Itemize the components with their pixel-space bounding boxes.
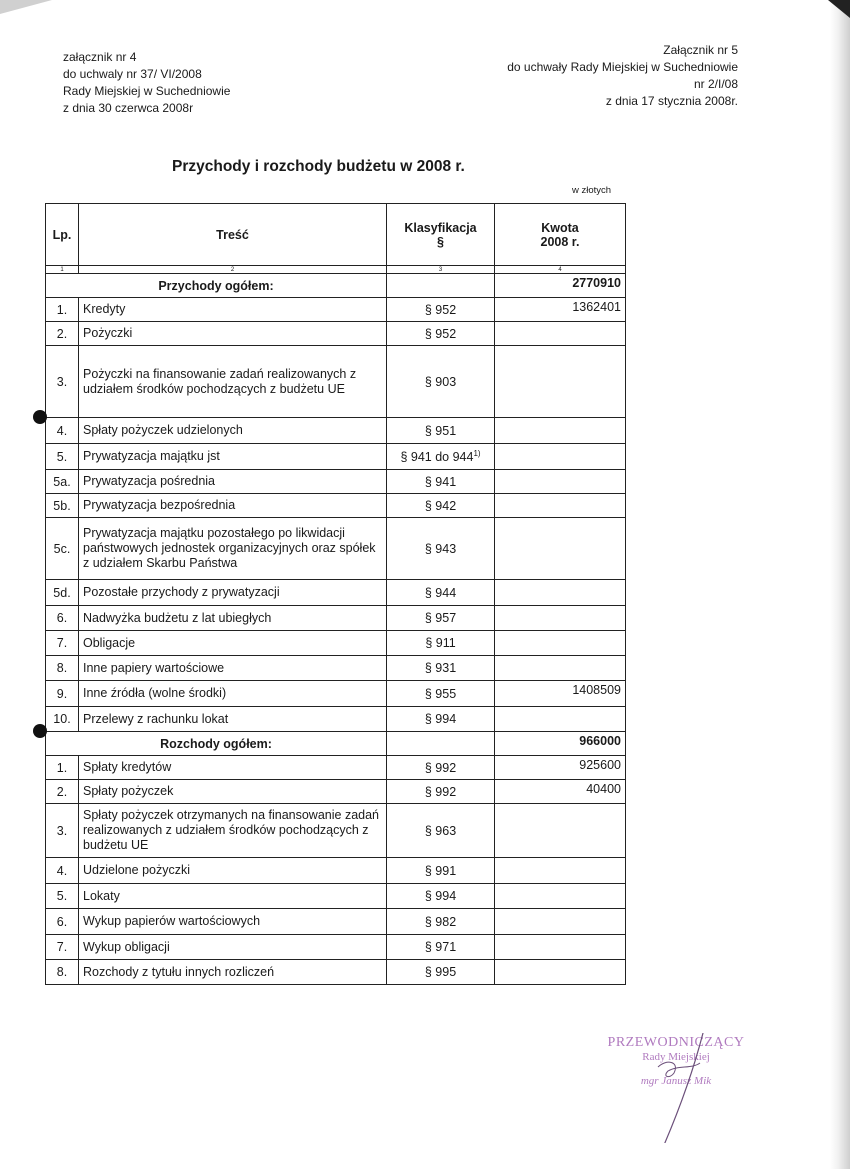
row-lp: 6. (46, 909, 79, 935)
row-tresc: Kredyty (79, 298, 387, 322)
row-klasyfikacja (387, 418, 495, 444)
budget-table (45, 203, 626, 985)
row-tresc: Prywatyzacja bezpośrednia (79, 494, 387, 518)
row-klasyfikacja-text: § 952 (424, 302, 457, 317)
header-kwota (495, 204, 626, 266)
header-klasyfikacja (387, 204, 495, 266)
attachment-header-left (63, 49, 293, 117)
header-left-line-1: załącznik nr 4 (63, 50, 137, 64)
row-lp: 2. (46, 322, 79, 346)
row-lp: 10. (46, 707, 79, 732)
row-lp: 3. (46, 346, 79, 418)
table-row (46, 707, 626, 732)
header-klas-line2: § (437, 234, 444, 249)
income-total-label: Przychody ogółem: (46, 274, 387, 298)
row-lp: 5d. (46, 580, 79, 606)
footnote-mark: 1) (473, 448, 481, 458)
row-lp: 9. (46, 681, 79, 707)
chairman-stamp (596, 1033, 756, 1143)
row-klasyfikacja (387, 631, 495, 656)
table-row (46, 884, 626, 909)
row-klasyfikacja (387, 298, 495, 322)
punch-hole-icon (33, 410, 47, 424)
row-tresc: Pożyczki (79, 322, 387, 346)
stamp-title: PRZEWODNICZĄCY (607, 1035, 745, 1050)
signature-icon (596, 1033, 756, 1143)
table-row (46, 804, 626, 858)
row-tresc: Wykup obligacji (79, 935, 387, 960)
expense-total-row (46, 732, 626, 756)
row-kwota (495, 470, 626, 494)
row-klasyfikacja-text: § 971 (424, 940, 457, 954)
row-klasyfikacja (387, 681, 495, 707)
header-right-line-1: Załącznik nr 5 (663, 43, 738, 57)
expense-total-label: Rozchody ogółem: (46, 732, 387, 756)
row-kwota (495, 606, 626, 631)
row-tresc: Prywatyzacja pośrednia (79, 470, 387, 494)
row-klasyfikacja-text: § 941 (424, 474, 457, 489)
row-klasyfikacja (387, 707, 495, 732)
row-klasyfikacja-text: § 957 (424, 611, 457, 625)
row-klasyfikacja-text: § 991 (424, 863, 457, 878)
table-header-row (46, 204, 626, 266)
row-klasyfikacja (387, 346, 495, 418)
row-kwota (495, 960, 626, 985)
row-kwota: 925600 (495, 756, 626, 780)
income-total-row (46, 274, 626, 298)
expense-section (46, 732, 626, 985)
row-klasyfikacja (387, 494, 495, 518)
row-kwota (495, 518, 626, 580)
page-corner (828, 0, 850, 18)
row-kwota (495, 858, 626, 884)
row-tresc: Spłaty pożyczek (79, 780, 387, 804)
row-klasyfikacja-text: § 963 (424, 823, 457, 838)
table-row (46, 580, 626, 606)
row-klasyfikacja (387, 858, 495, 884)
row-lp: 4. (46, 418, 79, 444)
row-klasyfikacja-text: § 992 (424, 760, 457, 775)
row-tresc: Nadwyżka budżetu z lat ubiegłych (79, 606, 387, 631)
table-row (46, 960, 626, 985)
row-tresc: Spłaty pożyczek udzielonych (79, 418, 387, 444)
header-right-line-4: z dnia 17 stycznia 2008r. (605, 94, 738, 108)
row-kwota (495, 884, 626, 909)
table-row (46, 494, 626, 518)
page-edge (830, 0, 850, 1169)
row-lp: 4. (46, 858, 79, 884)
row-klasyfikacja (387, 935, 495, 960)
header-left-line-3: Rady Miejskiej w Suchedniowie (63, 84, 231, 98)
col-number: 4 (495, 266, 626, 274)
row-klasyfikacja-text: § 941 do 944 (400, 450, 474, 465)
row-klasyfikacja-text: § 952 (424, 326, 457, 341)
table-row (46, 606, 626, 631)
row-klasyfikacja-text: § 931 (424, 661, 457, 675)
row-kwota (495, 322, 626, 346)
header-klas-line1: Klasyfikacja (404, 220, 477, 235)
row-kwota (495, 656, 626, 681)
row-lp: 3. (46, 804, 79, 858)
table-row (46, 681, 626, 707)
row-lp: 8. (46, 656, 79, 681)
row-klasyfikacja (387, 470, 495, 494)
col-number: 3 (387, 266, 495, 274)
row-lp: 1. (46, 756, 79, 780)
stamp-council: Rady Miejskiej (642, 1051, 710, 1063)
header-tresc: Treść (79, 204, 387, 266)
col-number: 2 (79, 266, 387, 274)
row-klasyfikacja-text: § 943 (424, 541, 457, 556)
header-lp: Lp. (46, 204, 79, 266)
table-row (46, 322, 626, 346)
row-tresc: Przelewy z rachunku lokat (79, 707, 387, 732)
row-kwota (495, 935, 626, 960)
row-klasyfikacja-text: § 982 (424, 914, 457, 929)
table-row (46, 909, 626, 935)
row-kwota (495, 804, 626, 858)
stamp-name: mgr Janusz Mik (640, 1075, 712, 1087)
row-klasyfikacja (387, 606, 495, 631)
header-left-line-2: do uchwaly nr 37/ VI/2008 (63, 67, 202, 81)
row-tresc: Inne papiery wartościowe (79, 656, 387, 681)
attachment-header-right (438, 42, 738, 110)
row-klasyfikacja-text: § 944 (424, 585, 457, 600)
row-klasyfikacja-text: § 955 (424, 686, 457, 701)
row-kwota: 1362401 (495, 298, 626, 322)
row-lp: 5a. (46, 470, 79, 494)
row-lp: 1. (46, 298, 79, 322)
table-row (46, 631, 626, 656)
header-left-line-4: z dnia 30 czerwca 2008r (63, 101, 194, 115)
header-right-line-2: do uchwały Rady Miejskiej w Suchedniowie (507, 60, 738, 74)
row-klasyfikacja-text: § 994 (424, 712, 457, 726)
row-lp: 7. (46, 935, 79, 960)
row-kwota (495, 444, 626, 470)
row-klasyfikacja (387, 756, 495, 780)
column-number-row (46, 266, 626, 274)
table-row (46, 858, 626, 884)
row-klasyfikacja (387, 884, 495, 909)
row-tresc: Pożyczki na finansowanie zadań realizowanych z udziałem środków pochodzących z budżetu UE (79, 346, 387, 418)
row-tresc: Prywatyzacja majątku jst (79, 444, 387, 470)
row-kwota (495, 346, 626, 418)
table-row (46, 935, 626, 960)
row-klasyfikacja (387, 780, 495, 804)
row-klasyfikacja (387, 322, 495, 346)
row-klasyfikacja (387, 518, 495, 580)
income-section (46, 274, 626, 732)
row-kwota: 40400 (495, 780, 626, 804)
row-tresc: Prywatyzacja majątku pozostałego po likwidacji państwowych jednostek organizacyjnych oraz spółek z udziałem Skarbu Państwa (79, 518, 387, 580)
income-total-value: 2770910 (495, 274, 626, 298)
header-kwota-line1: Kwota (541, 220, 579, 235)
row-kwota (495, 631, 626, 656)
row-klasyfikacja-text: § 951 (424, 423, 457, 438)
row-klasyfikacja (387, 444, 495, 470)
row-kwota (495, 418, 626, 444)
row-tresc: Spłaty pożyczek otrzymanych na finansowanie zadań realizowanych z udziałem środków pochodzących z budżetu UE (79, 804, 387, 858)
row-kwota (495, 707, 626, 732)
row-klasyfikacja-text: § 911 (425, 636, 456, 650)
row-klasyfikacja-text: § 903 (424, 374, 457, 389)
table-row (46, 656, 626, 681)
row-kwota: 1408509 (495, 681, 626, 707)
row-kwota (495, 580, 626, 606)
table-row (46, 418, 626, 444)
row-tresc: Wykup papierów wartościowych (79, 909, 387, 935)
row-lp: 5. (46, 884, 79, 909)
row-tresc: Rozchody z tytułu innych rozliczeń (79, 960, 387, 985)
row-klasyfikacja (387, 804, 495, 858)
unit-note: w złotych (572, 185, 612, 196)
col-number: 1 (46, 266, 79, 274)
page-corner-left (0, 0, 52, 14)
table-row (46, 444, 626, 470)
row-lp: 6. (46, 606, 79, 631)
table-row (46, 346, 626, 418)
expense-total-value: 966000 (495, 732, 626, 756)
row-klasyfikacja-text: § 942 (424, 498, 457, 513)
row-lp: 5c. (46, 518, 79, 580)
row-kwota (495, 494, 626, 518)
table-row (46, 756, 626, 780)
row-tresc: Inne źródła (wolne środki) (79, 681, 387, 707)
expense-total-klas (387, 732, 495, 756)
row-klasyfikacja (387, 656, 495, 681)
table-row (46, 298, 626, 322)
row-klasyfikacja (387, 960, 495, 985)
row-kwota (495, 909, 626, 935)
row-lp: 7. (46, 631, 79, 656)
table-row (46, 780, 626, 804)
row-lp: 2. (46, 780, 79, 804)
row-klasyfikacja-text: § 992 (424, 784, 457, 799)
row-tresc: Spłaty kredytów (79, 756, 387, 780)
row-lp: 8. (46, 960, 79, 985)
table-row (46, 470, 626, 494)
row-tresc: Udzielone pożyczki (79, 858, 387, 884)
row-klasyfikacja-text: § 994 (424, 889, 457, 903)
header-right-line-3: nr 2/I/08 (693, 77, 738, 91)
row-klasyfikacja-text: § 995 (424, 965, 457, 979)
row-lp: 5b. (46, 494, 79, 518)
row-klasyfikacja (387, 580, 495, 606)
row-tresc: Lokaty (79, 884, 387, 909)
row-tresc: Pozostałe przychody z prywatyzacji (79, 580, 387, 606)
header-kwota-line2: 2008 r. (540, 234, 580, 249)
punch-hole-icon (33, 724, 47, 738)
income-total-klas (387, 274, 495, 298)
document-title: Przychody i rozchody budżetu w 2008 r. (172, 158, 465, 175)
table-row (46, 518, 626, 580)
row-klasyfikacja (387, 909, 495, 935)
row-tresc: Obligacje (79, 631, 387, 656)
row-lp: 5. (46, 444, 79, 470)
